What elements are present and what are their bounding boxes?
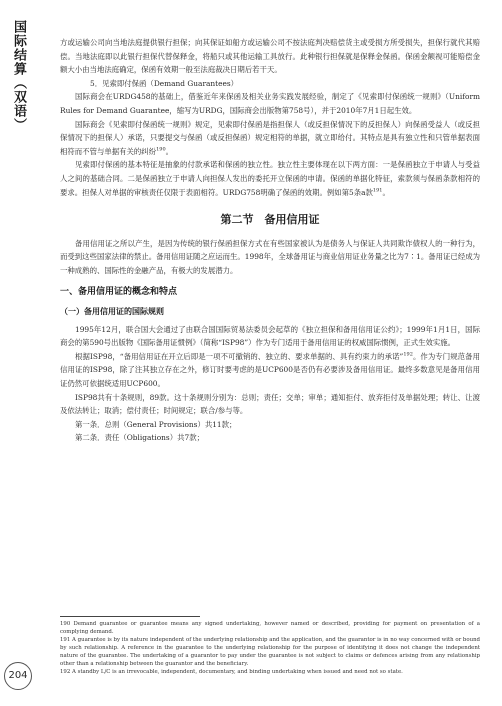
rule-item-2: 第二条．责任（Obligations）共7款； bbox=[75, 433, 204, 443]
page-content bbox=[60, 36, 480, 445]
footnote-divider bbox=[60, 616, 200, 617]
side-tab bbox=[0, 0, 34, 706]
heading-concept: 一、备用信用证的概念和特点 bbox=[60, 286, 178, 297]
text: 。作为专门规范备用信用证的ISP98，除了注其独立存在之外，修订时要考虑的是UCP600是否仍有必要涉及备用信用证。最终多数意见是备用信用证仍然可依据统适用UCP600。 bbox=[60, 351, 480, 389]
book-title: 国际结算（双语） bbox=[11, 20, 26, 132]
paragraph-bail-guarantee: 方或运输公司向当地法庭提供银行担保；向其保证如船方或运输公司不按法庭判决赔偿货主或受损方所受损失，担保行就代其赔偿。当地法庭即以此银行担保代替保释金，将船只或其他运输工具放行。此种银行担保就是保释金保函。保函金额视可能赔偿金额大小由当地法庭确定，保函有效期一般至法庭裁决日期后若干天。 bbox=[60, 38, 480, 75]
footnote-ref-191[interactable]: 191 bbox=[372, 187, 383, 194]
text: 。 bbox=[382, 187, 390, 197]
text: 国际商会《见索即付保函统一规则》规定，见索即付保函是指担保人（或反担保情况下的反担保人）向保函受益人（或反担保情况下的担保人）承诺，只要提交与保函（或反担保函）规定相符的单据，就立即给付。其特点是具有独立性和只管单据表面相符而不管与单据有关的纠纷 bbox=[60, 119, 480, 156]
paragraph-urdg-definition bbox=[60, 118, 480, 159]
footnote-191: 191 A guarantee is by its nature independent of the underlying relationship and the application, and the guarantor is in no way concerned with or bound by such relationship. A reference in the guarantee to the underlying relationship for the purpose of identifying it does not change the independent nature of the guarantee. The undertaking of a guarantor to pay under the guarantee is not subject to claims or defences arising from any relationship other than a relationship between the guarantor and the beneficiary. bbox=[60, 637, 480, 667]
text: 。 bbox=[165, 146, 174, 156]
heading-international-rules: （一）备用信用证的国际规则 bbox=[60, 307, 164, 317]
item-title-demand-guarantee: 5．见索即付保函（Demand Guarantees） bbox=[90, 78, 239, 88]
paragraph-urdg: 国际商会在URDG458的基础上，借鉴近年来保函及相关业务实践发展经验，制定了《见索即付保函统一规则》（Uniform Rules for Demand Guarantee，缩写为URDG，国际商会出版物第758号），并于2010年7月1日起生效。 bbox=[60, 92, 480, 115]
section-title: 第二节 备用信用证 bbox=[220, 213, 320, 227]
rule-item-1: 第一条．总则（General Provisions）共11款； bbox=[75, 419, 237, 429]
footnote-190: 190 Demand guarantee or guarantee means any signed undertaking, however named or described, providing for payment on presentation of a complying demand. bbox=[60, 621, 480, 635]
footnotes bbox=[60, 616, 480, 676]
text: 见索即付保函的基本特征是抽象的付款承诺和保函的独立性。独立性主要体现在以下两方面：一是保函独立于申请人与受益人之间的基础合同。二是保函独立于申请人向担保人发出的委托开立保函的申请。保函的单据化特征，索款须与保函条款相符的要求。担保人对单据的审核责任仅限于表面相符。URDG758明确了保函的效期。例如第5条a款 bbox=[60, 160, 480, 197]
paragraph-urdg-features bbox=[60, 158, 480, 199]
footnote-192: 192 A standby L/C is an irrevocable, independent, documentary, and binding undertaking when issued and need not so state. bbox=[60, 669, 403, 675]
footnote-ref-192[interactable]: 192 bbox=[403, 351, 413, 358]
paragraph-isp98-rules: ISP98共有十条规则，89款。这十条规则分别为：总则；责任；交单；审单；通知拒付、放弃拒付及单据处理；转让、让渡及依法转让；取消；偿付责任；时间规定；联合/参与等。 bbox=[60, 392, 480, 416]
page-number: 204 bbox=[4, 662, 32, 690]
paragraph-isp98-definition bbox=[60, 350, 480, 391]
text: 根据ISP98，“备用信用证在开立后即是一项不可撤销的、独立的、要求单据的、具有约束力的承诺” bbox=[75, 351, 404, 361]
paragraph-standby-origin: 备用信用证之所以产生，是因为传统的银行保函担保方式在有些国家被认为是债务人与保证人共同欺诈债权人的一种行为，而受到这些国家法律的禁止。备用信用证随之应运而生。1998年，全球备用证与商业信用证业务量之比为7∶1。备用证已经成为一种成熟的、国际性的金融产品，有极大的发展潜力。 bbox=[60, 238, 480, 275]
footnote-ref-190[interactable]: 190 bbox=[156, 146, 166, 153]
paragraph-isp98-history: 1995年12月，联合国大会通过了由联合国国际贸易法委员会起草的《独立担保和备用信用证公约》；1999年1月1日，国际商会的第590号出版物《国际备用证惯例》（简称“ISP98”）作为专门适用于备用信用证的权威国际惯例，正式生效实施。 bbox=[60, 324, 480, 348]
